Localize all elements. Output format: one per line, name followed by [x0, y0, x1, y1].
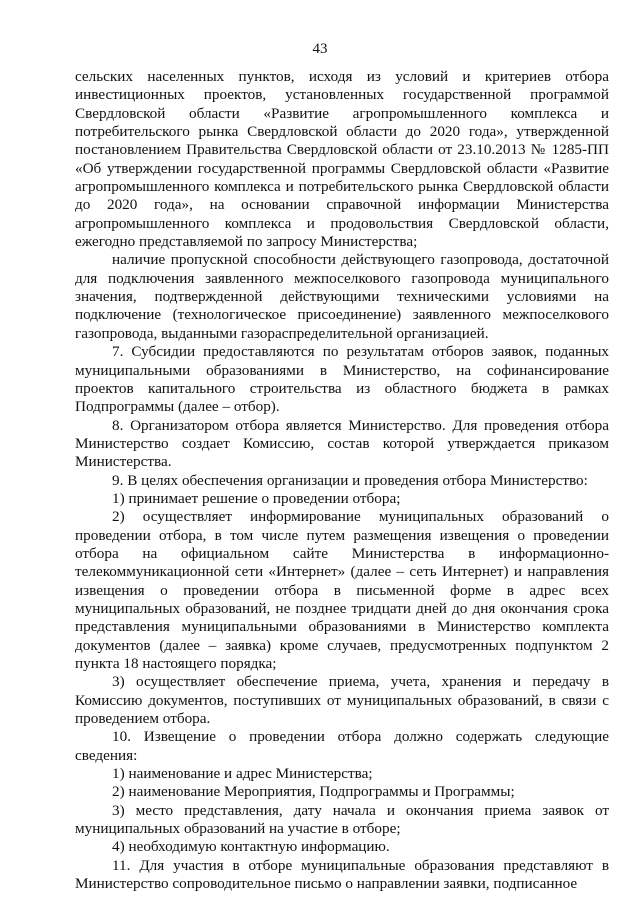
paragraph-10-item-2: 2) наименование Мероприятия, Подпрограммы и Программы;	[112, 783, 515, 801]
paragraph-10-item-1: 1) наименование и адрес Министерства;	[112, 765, 373, 783]
paragraph-7: 7. Субсидии предоставляются по результатам отборов заявок, поданных муниципальными образованиями в Министерство, на софинансирование проектов капитального строительства из областного бюджета в рамках Подпрограммы (далее – отбор).	[75, 343, 609, 416]
paragraph-8: 8. Организатором отбора является Министерство. Для проведения отбора Министерство создает Комиссию, состав которой утверждается приказом Министерства.	[75, 416, 609, 471]
paragraph-10-item-3: 3) место представления, дату начала и окончания приема заявок от муниципальных образований на участие в отборе;	[75, 801, 609, 838]
document-body	[75, 68, 609, 893]
paragraph-9-item-3: 3) осуществляет обеспечение приема, учета, хранения и передачу в Комиссию документов, поступивших от муниципальных образований, в связи с проведением отбора.	[75, 673, 609, 728]
paragraph-9-item-1: 1) принимает решение о проведении отбора;	[112, 489, 401, 507]
paragraph-9-item-2: 2) осуществляет информирование муниципальных образований о проведении отбора, в том числе путем размещения извещения о проведении отбора на официальном сайте Министерства в информационно-телекоммуникационной сети «Интернет» (далее – сеть Интернет) и направления извещения о проведении отбора в письменной форме в адрес всех муниципальных образований, не позднее тридцати дней до дня окончания срока представления муниципальными образованиями в Министерство комплекта документов (далее – заявка) кроме случаев, предусмотренных подпунктом 2 пункта 18 настоящего порядка;	[75, 508, 609, 672]
paragraph-10: 10. Извещение о проведении отбора должно содержать следующие сведения:	[75, 728, 609, 764]
page-number: 43	[312, 41, 328, 57]
paragraph-gas-capacity: наличие пропускной способности действующего газопровода, достаточной для подключения заявленного межпоселкового газопровода муниципального значения, подтвержденной действующими техническими условиями на подключение (технологическое присоединение) заявленного межпоселкового газопровода, выданными газораспределительной организацией.	[75, 251, 609, 342]
paragraph-10-item-4: 4) необходимую контактную информацию.	[112, 838, 390, 856]
paragraph-11: 11. Для участия в отборе муниципальные образования представляют в Министерство сопроводительное письмо о направлении заявки, подписанное	[75, 856, 609, 893]
paragraph-continuation: сельских населенных пунктов, исходя из условий и критериев отбора инвестиционных проектов, установленных государственной программой Свердловской области «Развитие агропромышленного комплекса и потребительского рынка Свердловской области до 2020 года», утвержденной постановлением Правительства Свердловской области от 23.10.2013 № 1285-ПП «Об утверждении государственной программы Свердловской области «Развитие агропромышленного комплекса и потребительского рынка Свердловской области до 2020 года», на основании справочной информации Министерства агропромышленного комплекса и продовольствия Свердловской области, ежегодно представляемой по запросу Министерства;	[75, 68, 609, 251]
paragraph-9: 9. В целях обеспечения организации и проведения отбора Министерство:	[112, 471, 588, 489]
